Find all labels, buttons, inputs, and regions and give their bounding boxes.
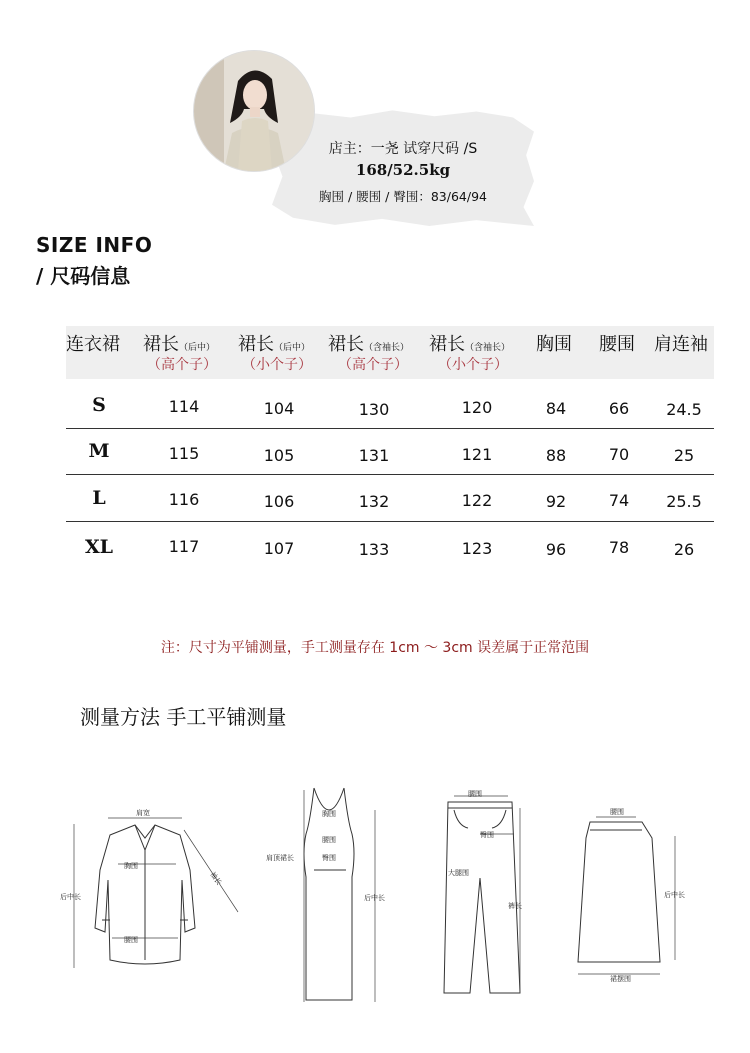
skirt-waist-label: 腰围 — [610, 808, 624, 816]
pants-hip-label: 臀围 — [480, 831, 494, 839]
header-length-sleeve-petite: 裙长（含袖长） — [429, 334, 511, 355]
row-divider — [66, 474, 714, 475]
header-sub-tall-2: （高个子） — [338, 357, 408, 373]
header-shoulder-sleeve: 肩连袖 — [654, 334, 708, 355]
skirt-length-label: 后中长 — [664, 891, 685, 899]
dress-length-label: 后中长 — [364, 894, 385, 902]
dress-chest-label: 胸围 — [322, 810, 336, 818]
header-length-back-tall: 裙长（后中） — [143, 334, 216, 355]
shirt-sleeve-label: 袖长 — [208, 870, 223, 887]
row-divider — [66, 428, 714, 429]
dress-strap-length-label: 肩顶裙长 — [266, 854, 294, 862]
header-length-back-petite: 裙长（后中） — [238, 334, 311, 355]
dress-hip-label: 臀围 — [322, 854, 336, 862]
shirt-shoulder-label: 肩宽 — [136, 809, 150, 817]
header-waist: 腰围 — [599, 334, 635, 355]
skirt-diagram — [560, 800, 700, 985]
size-info-subtitle: / 尺码信息 — [36, 264, 131, 288]
pants-length-label: 裤长 — [508, 902, 522, 910]
header-dress: 连衣裙 — [66, 334, 120, 355]
size-info-title: SIZE INFO — [36, 233, 153, 257]
shirt-chest-label: 胸围 — [124, 862, 138, 870]
pants-diagram — [440, 788, 535, 998]
shirt-length-label: 后中长 — [60, 893, 81, 901]
header-chest: 胸围 — [536, 334, 572, 355]
row-divider — [66, 521, 714, 522]
header-sub-petite-2: （小个子） — [438, 357, 508, 373]
owner-height-weight: 168/52.5kg — [355, 161, 451, 179]
measurement-method-title: 测量方法 手工平铺测量 — [80, 705, 287, 729]
shirt-diagram — [60, 800, 250, 980]
header-sub-tall-1: （高个子） — [147, 357, 217, 373]
pants-thigh-label: 大腿围 — [448, 869, 469, 877]
dress-waist-label: 腰围 — [322, 836, 336, 844]
header-sub-petite-1: （小个子） — [242, 357, 312, 373]
shirt-waist-label: 腰围 — [124, 936, 138, 944]
dress-diagram — [262, 782, 392, 1007]
header-length-sleeve-tall: 裙长（含袖长） — [328, 334, 410, 355]
measurement-note: 注：尺寸为平铺测量，手工测量存在 1cm ～ 3cm 误差属于正常范围 — [160, 640, 590, 656]
pants-waist-label: 腰围 — [468, 790, 482, 798]
owner-fit-size: 店主：一尧 试穿尺码 /S — [328, 141, 478, 157]
skirt-hem-label: 裙摆围 — [610, 975, 631, 983]
owner-body-measurements: 胸围 / 腰围 / 臀围：83/64/94 — [319, 189, 487, 204]
